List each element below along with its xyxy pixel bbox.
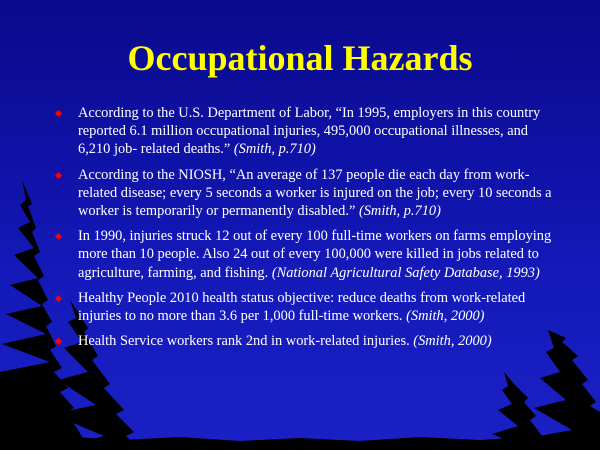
bullet-text: According to the NIOSH, “An average of 137 people die each day from work-related disease; every 5 seconds a worker is injured on the job; every 10 seconds a worker is temporarily or permanently disabled.”	[78, 166, 552, 220]
right-far-pine-tree	[490, 372, 542, 450]
bullet-text: In 1990, injuries struck 12 out of every 100 full-time workers on farms employing more than 10 people. Also 24 out of every 100,000 were killed in jobs related to agriculture, farming, and fishing.	[78, 228, 552, 281]
slide-title: Occupational Hazards	[127, 38, 473, 78]
bullet-citation: (Smith, p.710)	[358, 203, 441, 220]
bullet-citation: (Smith, 2000)	[406, 308, 485, 325]
bullet-text: Health Service workers rank 2nd in work-related injuries.	[78, 333, 414, 350]
bullet-citation: (Smith, p.710)	[233, 141, 316, 158]
bullet-item	[52, 289, 552, 325]
bullet-item	[52, 166, 552, 221]
bullet-citation: (National Agricultural Safety Database, 1993)	[271, 264, 540, 281]
bullet-text: Healthy People 2010 health status objective: reduce deaths from work-related injuries to no more than 3.6 per 1,000 full-time workers.	[78, 289, 526, 325]
red-diamond-bullet-icon	[55, 233, 62, 240]
bullet-item	[52, 104, 552, 159]
red-diamond-bullet-icon	[55, 172, 62, 179]
bullet-item	[52, 227, 552, 282]
bullet-list	[52, 104, 552, 357]
red-diamond-bullet-icon	[55, 110, 62, 117]
bullet-text: According to the U.S. Department of Labor, “In 1995, employers in this country reported 6.1 million occupational injuries, 495,000 occupational illnesses, and 6,210 job- related deaths.”	[78, 105, 541, 158]
red-diamond-bullet-icon	[55, 338, 62, 345]
red-diamond-bullet-icon	[55, 295, 62, 302]
bullet-citation: (Smith, 2000)	[413, 333, 492, 350]
bullet-item	[52, 332, 552, 350]
